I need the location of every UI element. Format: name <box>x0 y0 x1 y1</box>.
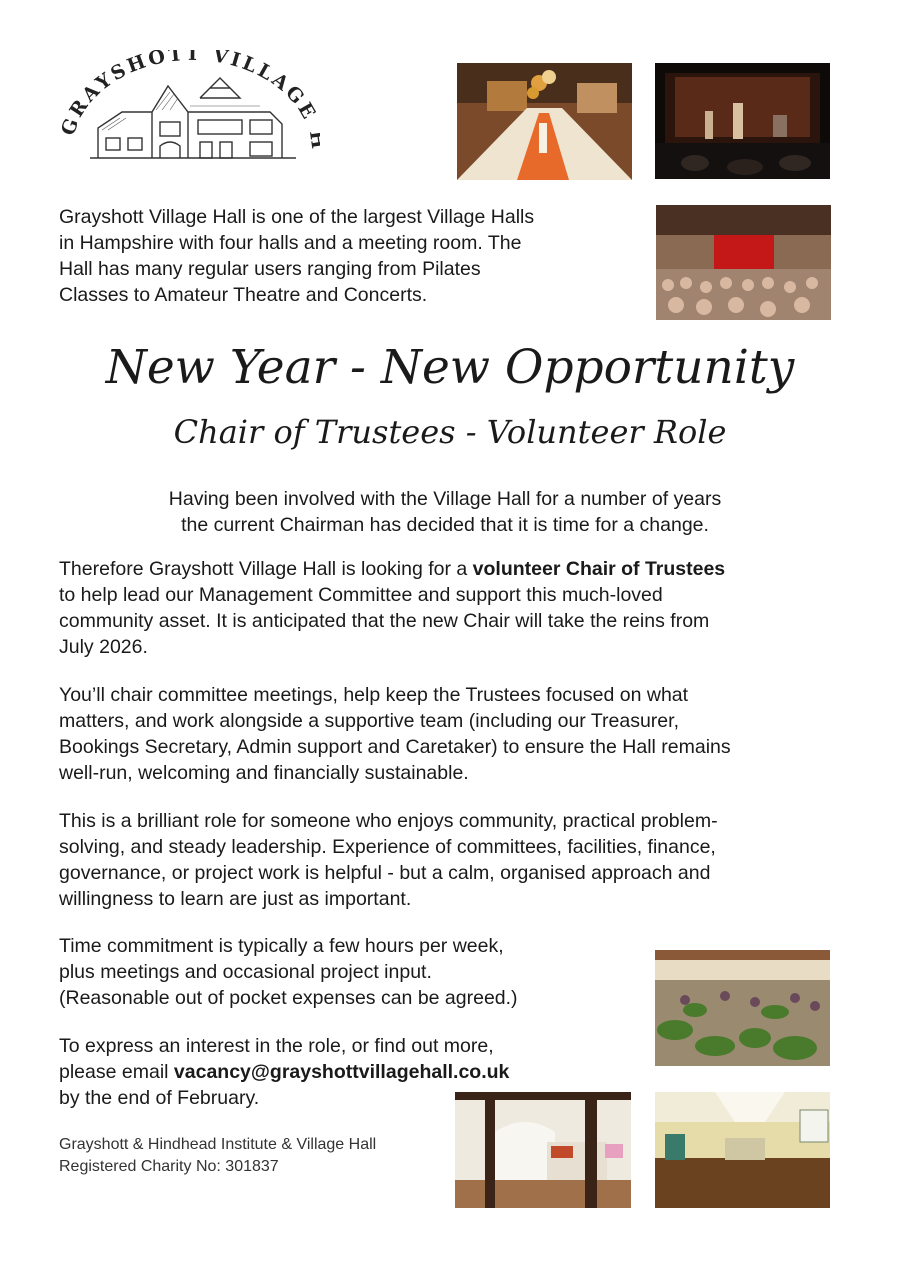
page-subtitle: Chair of Trustees - Volunteer Role <box>173 413 727 451</box>
svg-text:GRAYSHOTT VILLAGE HALL <box>60 50 320 153</box>
paragraph-contact: To express an interest in the role, or find out more, please email vacancy@grayshottvillagehall.co.uk by the end of February. <box>59 1035 510 1109</box>
photo-meeting-room <box>655 1092 830 1208</box>
logo-emblem <box>60 50 320 165</box>
intro-paragraph: Grayshott Village Hall is one of the largest Village Halls in Hampshire with four halls and a meeting room. The Hall has many regular users ranging from Pilates Classes to Amateur Theatre and Concerts. <box>59 206 535 306</box>
photo-hall-pillars <box>455 1092 631 1208</box>
email-link[interactable]: vacancy@grayshottvillagehall.co.uk <box>173 1061 510 1083</box>
charity-footer: Grayshott & Hindhead Institute & Village Hall Registered Charity No: 301837 <box>59 1136 377 1175</box>
page-title: New Year - New Opportunity <box>105 340 795 395</box>
logo-text: RAYSHOTT VILLAGE <box>65 50 320 126</box>
paragraph-looking-for: Therefore Grayshott Village Hall is looking for a volunteer Chair of Trustees to help lead our Management Committee and support this much-loved community asset. It is anticipated that the new Chair will take the reins from July 2026. <box>59 558 726 658</box>
paragraph-responsibilities: You’ll chair committee meetings, help keep the Trustees focused on what matters, and work alongside a supportive team (including our Treasurer, Bookings Secretary, Admin support and Caretaker) to ensure the Hall remains well-run, welcoming and financially sustainable. <box>59 684 731 784</box>
photo-audience <box>656 205 831 320</box>
paragraph-time-commitment: Time commitment is typically a few hours per week, plus meetings and occasional project input. (Reasonable out of pocket expenses can be agreed.) <box>59 935 518 1009</box>
photo-plant-sale <box>655 950 830 1066</box>
intro-centered-text: Having been involved with the Village Hall for a number of years the current Chairman has decided that it is time for a change. <box>168 488 722 536</box>
photo-banquet-hall <box>457 63 632 180</box>
paragraph-ideal-candidate: This is a brilliant role for someone who enjoys community, practical problem- solving, and steady leadership. Experience of committees, facilities, finance, governance, or project work is helpful - but a calm, organised approach and willingness to learn are just as important. <box>59 810 718 910</box>
role-highlight: volunteer Chair of Trustees <box>472 558 726 580</box>
photo-stage-concert <box>655 63 830 179</box>
